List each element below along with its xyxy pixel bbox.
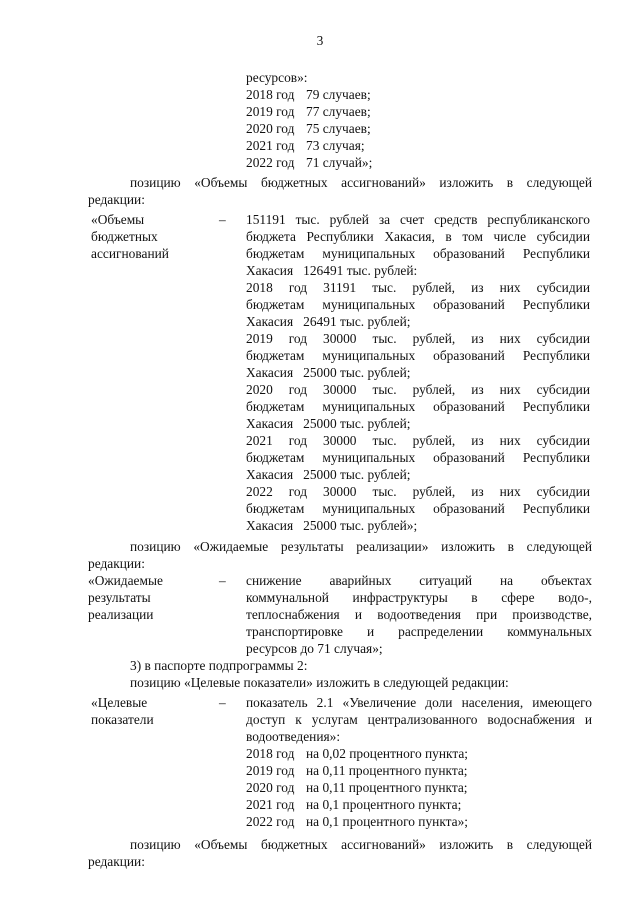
paragraph-line: позицию «Ожидаемые результаты реализации» изложить в следующей [130, 539, 592, 554]
budget-line: бюджетам муниципальных образований Республики [246, 297, 590, 312]
budget-line: 2020 год 30000 тыс. рублей, из них субсидии [246, 382, 590, 397]
budget-line: бюджетам муниципальных образований Республики [246, 348, 590, 363]
targets-line: водоотведения»: [246, 729, 341, 744]
paragraph-line: позицию «Объемы бюджетных ассигнований» изложить в следующей [130, 175, 592, 190]
paragraph-line: редакции: [88, 854, 145, 869]
paragraph-line: редакции: [88, 556, 145, 571]
year-line: 2018 год на 0,02 процентного пункта; [246, 746, 469, 761]
results-label: «Ожидаемые [88, 573, 163, 588]
budget-line: бюджетам муниципальных образований Республики [246, 399, 590, 414]
dash: – [219, 573, 226, 588]
targets-line: доступ к услугам централизованного водоснабжения и [246, 712, 592, 727]
paragraph-line: позицию «Объемы бюджетных ассигнований» изложить в следующей [130, 837, 592, 852]
budget-line: Хакасия 26491 тыс. рублей; [246, 314, 411, 329]
budget-label: «Объемы [91, 212, 145, 227]
budget-line: 151191 тыс. рублей за счет средств республиканского [246, 212, 590, 227]
year-line: 2022 год 71 случай»; [246, 155, 373, 170]
continuation-text: ресурсов»: [246, 70, 308, 85]
budget-line: бюджетам муниципальных образований Республики [246, 246, 590, 261]
targets-label: «Целевые [91, 695, 148, 710]
budget-line: Хакасия 25000 тыс. рублей; [246, 365, 411, 380]
budget-line: бюджетам муниципальных образований Республики [246, 501, 590, 516]
budget-line: бюджета Республики Хакасия, в том числе субсидии [246, 229, 590, 244]
item-heading: 3) в паспорте подпрограммы 2: [130, 658, 308, 673]
budget-line: Хакасия 25000 тыс. рублей»; [246, 518, 418, 533]
dash: – [219, 212, 226, 227]
year-line: 2021 год на 0,1 процентного пункта; [246, 797, 462, 812]
budget-line: бюджетам муниципальных образований Республики [246, 450, 590, 465]
dash: – [219, 695, 226, 710]
results-line: теплоснабжения и водоотведения при производстве, [246, 607, 592, 622]
budget-line: Хакасия 25000 тыс. рублей; [246, 416, 411, 431]
year-line: 2022 год на 0,1 процентного пункта»; [246, 814, 469, 829]
results-line: ресурсов до 71 случая»; [246, 641, 383, 656]
targets-line: показатель 2.1 «Увеличение доли населения, имеющего [246, 695, 592, 710]
budget-line: 2018 год 31191 тыс. рублей, из них субсидии [246, 280, 590, 295]
year-line: 2019 год на 0,11 процентного пункта; [246, 763, 468, 778]
budget-line: 2022 год 30000 тыс. рублей, из них субсидии [246, 484, 590, 499]
targets-label: показатели [91, 712, 154, 727]
results-label: реализации [88, 607, 154, 622]
year-line: 2018 год 79 случаев; [246, 87, 371, 102]
results-line: снижение аварийных ситуаций на объектах [246, 573, 592, 588]
budget-label: бюджетных [91, 229, 158, 244]
year-line: 2019 год 77 случаев; [246, 104, 371, 119]
year-line: 2020 год на 0,11 процентного пункта; [246, 780, 468, 795]
budget-line: Хакасия 25000 тыс. рублей; [246, 467, 411, 482]
paragraph-line: позицию «Целевые показатели» изложить в следующей редакции: [130, 675, 509, 690]
budget-line: Хакасия 126491 тыс. рублей: [246, 263, 418, 278]
paragraph-line: редакции: [88, 192, 145, 207]
results-line: транспортировке и распределении коммунальных [246, 624, 592, 639]
results-line: коммунальной инфраструктуры в сфере водо-, [246, 590, 592, 605]
budget-line: 2019 год 30000 тыс. рублей, из них субсидии [246, 331, 590, 346]
results-label: результаты [88, 590, 151, 605]
budget-label: ассигнований [91, 246, 169, 261]
page-number: 3 [316, 33, 324, 48]
year-line: 2021 год 73 случая; [246, 138, 365, 153]
year-line: 2020 год 75 случаев; [246, 121, 371, 136]
budget-line: 2021 год 30000 тыс. рублей, из них субсидии [246, 433, 590, 448]
